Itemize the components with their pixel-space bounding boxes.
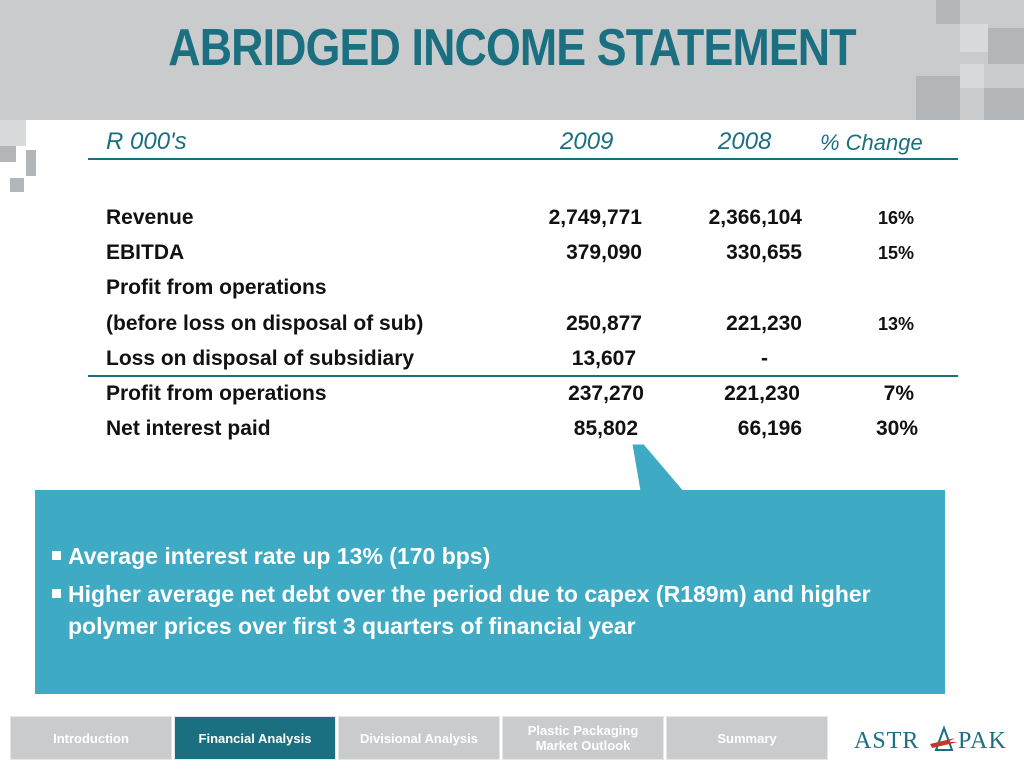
tab-label: Divisional Analysis: [359, 730, 478, 746]
value-2008: 221,230: [724, 382, 800, 405]
value-change: 16%: [877, 208, 914, 228]
tab-label: Summary: [717, 730, 777, 746]
row-label: Revenue: [106, 206, 194, 229]
bullet-item: [52, 540, 942, 572]
value-2008: 221,230: [726, 312, 802, 335]
tab-financial-analysis[interactable]: [174, 716, 336, 760]
tab-plastic-packaging-market-outlook[interactable]: [502, 716, 664, 760]
bullet-text: Higher average net debt over the period due to capex (R189m) and higher polymer prices over first 3 quarters of financial year: [68, 581, 871, 639]
value-2008: 2,366,104: [708, 206, 802, 229]
value-2009: 13,607: [571, 347, 636, 370]
logo-a-mark: [936, 728, 952, 750]
row-label: Net interest paid: [106, 417, 271, 440]
value-2009: 2,749,771: [548, 206, 642, 229]
square-bullet-icon: [52, 589, 61, 598]
header-units: R 000's: [106, 128, 187, 155]
tab-label: Introduction: [53, 730, 129, 746]
astrapak-logo: [852, 722, 1017, 756]
value-change: 30%: [875, 417, 918, 440]
value-2009: 250,877: [566, 312, 642, 335]
value-2008: 330,655: [726, 241, 802, 264]
logo-text-part2: PAK: [958, 728, 1007, 754]
tab-divisional-analysis[interactable]: [338, 716, 500, 760]
value-2009: 85,802: [573, 417, 638, 440]
logo-swoosh: [930, 738, 958, 748]
value-change: 13%: [877, 314, 914, 334]
logo-text-part1: ASTR: [854, 728, 920, 754]
value-change: 7%: [883, 382, 914, 405]
section-nav: [10, 716, 828, 762]
row-label: Profit from operations: [106, 276, 327, 299]
value-2009: 237,270: [568, 382, 644, 405]
row-label: EBITDA: [106, 241, 185, 264]
header-2008: 2008: [718, 128, 772, 155]
row-label: Profit from operations: [106, 382, 327, 405]
tab-summary[interactable]: [666, 716, 828, 760]
value-2008: -: [761, 347, 768, 370]
page-title: ABRIDGED INCOME STATEMENT: [168, 19, 856, 77]
value-change: 15%: [877, 243, 914, 263]
value-2009: 379,090: [566, 241, 642, 264]
tab-introduction[interactable]: [10, 716, 172, 760]
square-bullet-icon: [52, 551, 61, 560]
callout-bullets: [52, 540, 942, 648]
bullet-item: [52, 578, 942, 642]
row-label: (before loss on disposal of sub): [106, 312, 424, 335]
tab-label: Plastic Packaging Market Outlook: [527, 723, 639, 753]
header-2009: 2009: [560, 128, 614, 155]
header-change: % Change: [820, 130, 923, 155]
value-2008: 66,196: [737, 417, 802, 440]
bullet-text: Average interest rate up 13% (170 bps): [68, 543, 491, 569]
row-label: Loss on disposal of subsidiary: [106, 347, 415, 370]
tab-label: Financial Analysis: [198, 730, 312, 746]
